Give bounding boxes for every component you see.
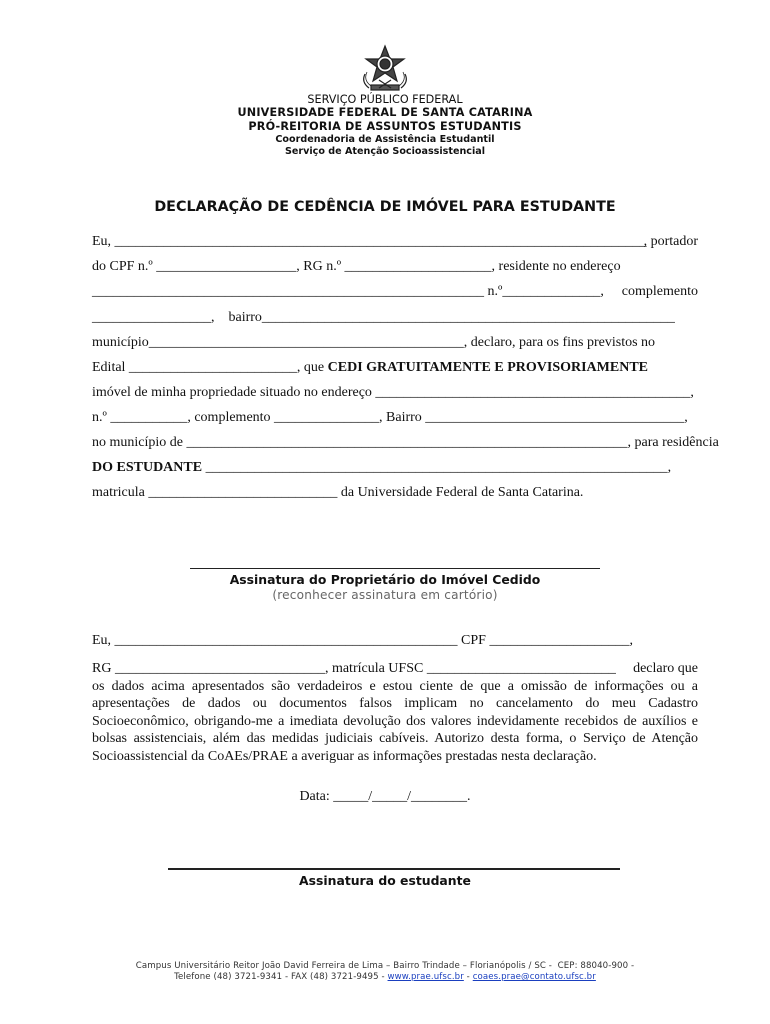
footer-address: Campus Universitário Reitor João David Ferreira de Lima – Bairro Trindade – Florianópolis / SC - CEP: 88040-900 - (135, 961, 635, 971)
document-title: DECLARAÇÃO DE CEDÊNCIA DE IMÓVEL PARA ESTUDANTE (154, 199, 616, 215)
header-service: SERVIÇO PÚBLICO FEDERAL (307, 93, 463, 106)
form-line-address-end: complemento (621, 284, 698, 299)
form-line-student-text (92, 459, 671, 477)
footer-website-link[interactable]: www.prae.ufsc.br (387, 972, 464, 982)
form-line-property-details-text: n.º ___________, complemento _______________, Bairro _____________________________________, (92, 410, 688, 425)
form-line-registration (92, 484, 698, 520)
footer-separator: - (463, 972, 473, 982)
header-pro-rectorate: PRÓ-REITORIA DE ASSUNTOS ESTUDANTIS (248, 120, 522, 133)
form-line-neighborhood-text: _________________, bairro___________________________________________________________ (92, 310, 675, 325)
student-signature-caption: Assinatura do estudante (299, 873, 471, 888)
cession-statement: CEDI GRATUITAMENTE E PROVISORIAMENTE (327, 360, 649, 375)
form-line-name-text: Eu, ____________________________________________________________________________ (92, 234, 647, 249)
form-line-registration-text: matricula ___________________________ da Universidade Federal de Santa Catarina. (92, 485, 584, 500)
owner-signature-line (190, 568, 600, 569)
header-university: UNIVERSIDADE FEDERAL DE SANTA CATARINA (237, 106, 533, 119)
form-line-cpf-rg-text: do CPF n.º ____________________, RG n.º _____________________, residente no endereço (92, 259, 621, 274)
footer-phones: Telefone (48) 3721-9341 - FAX (48) 3721-9495 - (174, 972, 388, 982)
form-line-municipality-text: município_____________________________________________, declaro, para os fins previstos no (92, 335, 656, 350)
footer-contact (0, 972, 770, 983)
owner-signature-note: (reconhecer assinatura em cartório) (272, 588, 498, 602)
student-line-name-text: Eu, _________________________________________________ CPF ____________________, (92, 633, 633, 648)
header-service-unit: Serviço de Atenção Socioassistencial (284, 146, 486, 157)
form-line-name-end: , portador (643, 234, 698, 249)
brasil-coat-of-arms-icon (359, 44, 411, 92)
footer-email-link[interactable]: coaes.prae@contato.ufsc.br (472, 972, 596, 982)
owner-signature-caption: Assinatura do Proprietário do Imóvel Cedido (229, 572, 541, 587)
student-label: DO ESTUDANTE (92, 460, 203, 475)
declaration-paragraph: os dados acima apresentados são verdadeiros e estou ciente de que a omissão de informações ou a apresentações de dados ou documentos falsos implicam no cancelamento do meu Cadastro Socioeconômico, obrigando-me a imediata devolução dos valores indevidamente recebidos de auxílios e bolsas assistenciais, além das medidas judiciais cabíveis. Autorizo desta forma, o Serviço de Atenção Socioassistencial da CoAEs/PRAE a averiguar as informações prestadas nesta declaração. (92, 679, 698, 764)
student-signature-line (168, 868, 620, 870)
form-line-residence-text: no município de _______________________________________________________________, para residência (92, 435, 719, 450)
header-coordination: Coordenadoria de Assistência Estudantil (275, 134, 495, 145)
form-line-edital-text (92, 359, 648, 377)
date-line: Data: _____/_____/________. (299, 789, 471, 804)
student-line-rg-text: RG ______________________________, matrícula UFSC ___________________________ (92, 661, 616, 676)
form-line-property-text: imóvel de minha propriedade situado no endereço _____________________________________________, (92, 385, 694, 400)
student-line-rg-end: declaro que (633, 661, 698, 676)
student-blank: __________________________________________________________________, (202, 460, 672, 475)
edital-prefix: Edital ________________________, que (92, 360, 328, 375)
form-line-address-text: ________________________________________________________ n.º______________, (92, 284, 604, 299)
